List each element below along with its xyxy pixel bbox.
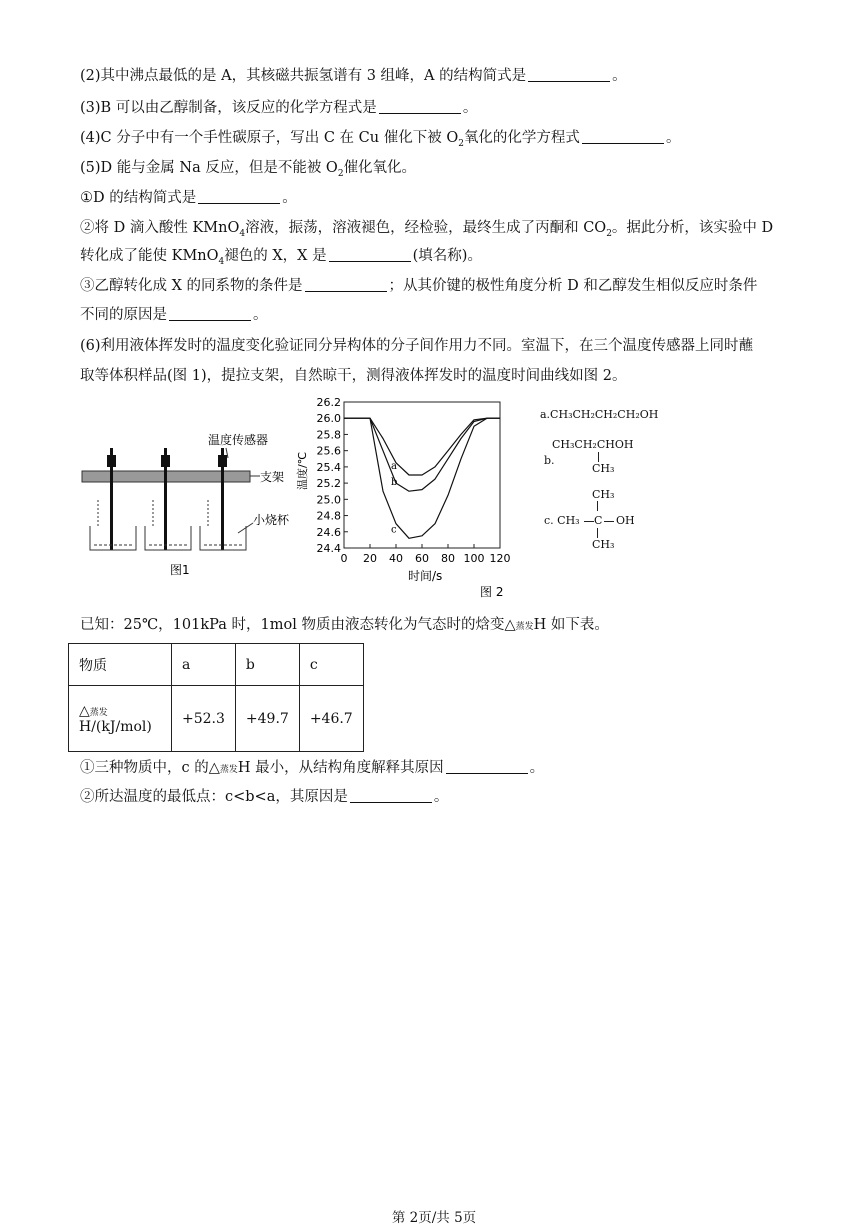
table-cell: +46.7 [299, 686, 363, 752]
series-line-c [344, 418, 500, 538]
structure-b-label: b. [544, 454, 555, 467]
answer-blank[interactable] [350, 788, 432, 803]
bond-line [597, 528, 598, 538]
beaker-label: 小烧杯 [253, 513, 290, 527]
question-6-1: ①三种物质中，c 的△蒸发H 最小，从结构角度解释其原因 。 [80, 760, 545, 776]
figure-1-caption: 图1 [170, 563, 190, 577]
structure-c-label: c. CH₃ [544, 514, 580, 527]
table-cell: +52.3 [172, 686, 236, 752]
structure-c-carbon: C [594, 514, 603, 527]
figure-1-apparatus [78, 428, 310, 578]
structure-c-oh: OH [616, 514, 635, 527]
answer-blank[interactable] [329, 247, 411, 262]
structure-c-top: CH₃ [592, 488, 615, 501]
y-tick-label: 24.8 [316, 509, 341, 523]
figure-2-temperature-chart [290, 392, 520, 602]
structure-a: a.CH₃CH₂CH₂CH₂OH [540, 408, 659, 421]
question-5-2: ②将 D 滴入酸性 KMnO$_4$溶液，振荡，溶液褪色，经检验，最终生成了丙酮和 $CO_2$。据此分析，该实验中 D [80, 220, 774, 239]
known-statement: 已知：25℃，101kPa 时，1mol 物质由液态转化为气态时的焓变△蒸发H 如下表。 [80, 617, 609, 633]
answer-blank[interactable] [446, 759, 528, 774]
question-6: (6)利用液体挥发时的温度变化验证同分异构体的分子间作用力不同。室温下，在三个温度传感器上同时蘸 [80, 338, 754, 354]
question-5-1: ①D 的结构简式是 。 [80, 190, 297, 206]
temperature-sensors [107, 448, 227, 550]
table-row [69, 686, 364, 752]
table-row-label: △蒸发 H/(kJ/mol) [69, 686, 172, 752]
series-label-b: b [391, 477, 398, 489]
structure-b: CH₃CH₂CHOH [552, 438, 634, 451]
bond-line [604, 521, 614, 522]
page-footer: 第 2页/共 5页 [391, 1210, 477, 1226]
answer-blank[interactable] [582, 129, 664, 144]
y-tick-label: 25.0 [316, 493, 341, 507]
y-tick-label: 24.4 [316, 542, 341, 555]
x-tick-label: 20 [363, 552, 377, 565]
structures-panel [540, 404, 700, 564]
question-3: (3)B 可以由乙醇制备，该反应的化学方程式是 。 [80, 100, 478, 116]
bond-line [598, 452, 599, 462]
x-tick-label: 60 [415, 552, 429, 565]
answer-blank[interactable] [379, 99, 461, 114]
question-6-2: ②所达温度的最低点：c<b<a，其原因是 。 [80, 789, 449, 805]
series-line-b [344, 418, 500, 491]
x-tick-label: 40 [389, 552, 403, 565]
x-tick-label: 80 [441, 552, 455, 565]
question-5-2-cont: 转化成了能使 KMnO$_4$褪色的 X，X 是 (填名称)。 [80, 248, 482, 267]
sensor-label: 温度传感器 [208, 433, 269, 447]
y-tick-label: 25.2 [316, 477, 341, 491]
y-tick-label: 25.6 [316, 444, 341, 458]
answer-blank[interactable] [198, 189, 280, 204]
y-tick-label: 24.6 [316, 525, 341, 539]
table-header: b [235, 644, 299, 686]
x-axis-label: 时间/s [408, 569, 443, 583]
table-header: c [299, 644, 363, 686]
bond-line [597, 501, 598, 511]
x-tick-label: 120 [489, 552, 511, 565]
stand-label: 支架 [260, 470, 285, 484]
series-line-a [344, 418, 500, 475]
series-label-c: c [391, 524, 397, 536]
table-header: a [172, 644, 236, 686]
vaporization-table [68, 643, 364, 752]
structure-c-bottom: CH₃ [592, 538, 615, 551]
question-5: (5)D 能与金属 Na 反应，但是不能被 $O_2$催化氧化。 [80, 160, 417, 179]
y-tick-label: 26.2 [316, 396, 341, 409]
series-label-a: a [391, 461, 397, 472]
question-5-3-cont: 不同的原因是 。 [80, 307, 268, 323]
table-header: 物质 [69, 644, 172, 686]
answer-blank[interactable] [305, 277, 387, 292]
y-tick-label: 25.4 [316, 460, 341, 474]
question-4: (4)C 分子中有一个手性碳原子，写出 C 在 Cu 催化下被 $O_2$氧化的化学方程式 。 [80, 130, 681, 149]
x-tick-label: 100 [463, 552, 485, 565]
y-axis-label: 温度/℃ [296, 451, 309, 490]
y-tick-label: 25.8 [316, 428, 341, 442]
answer-blank[interactable] [169, 306, 251, 321]
answer-blank[interactable] [528, 67, 610, 82]
table-row [69, 644, 364, 686]
figure-2-caption: 图 2 [480, 585, 504, 599]
structure-b-substituent: CH₃ [592, 462, 615, 475]
table-cell: +49.7 [235, 686, 299, 752]
bond-line [584, 521, 594, 522]
question-5-3: ③乙醇转化成 X 的同系物的条件是 ；从其价键的极性角度分析 D 和乙醇发生相似反应时条件 [80, 278, 758, 294]
y-tick-label: 26.0 [316, 412, 341, 426]
question-6-cont: 取等体积样品(图 1)，提拉支架，自然晾干，测得液体挥发时的温度时间曲线如图 2。 [80, 368, 627, 384]
question-2: (2)其中沸点最低的是 A，其核磁共振氢谱有 3 组峰，A 的结构简式是 。 [80, 68, 627, 84]
x-tick-label: 0 [340, 552, 348, 565]
